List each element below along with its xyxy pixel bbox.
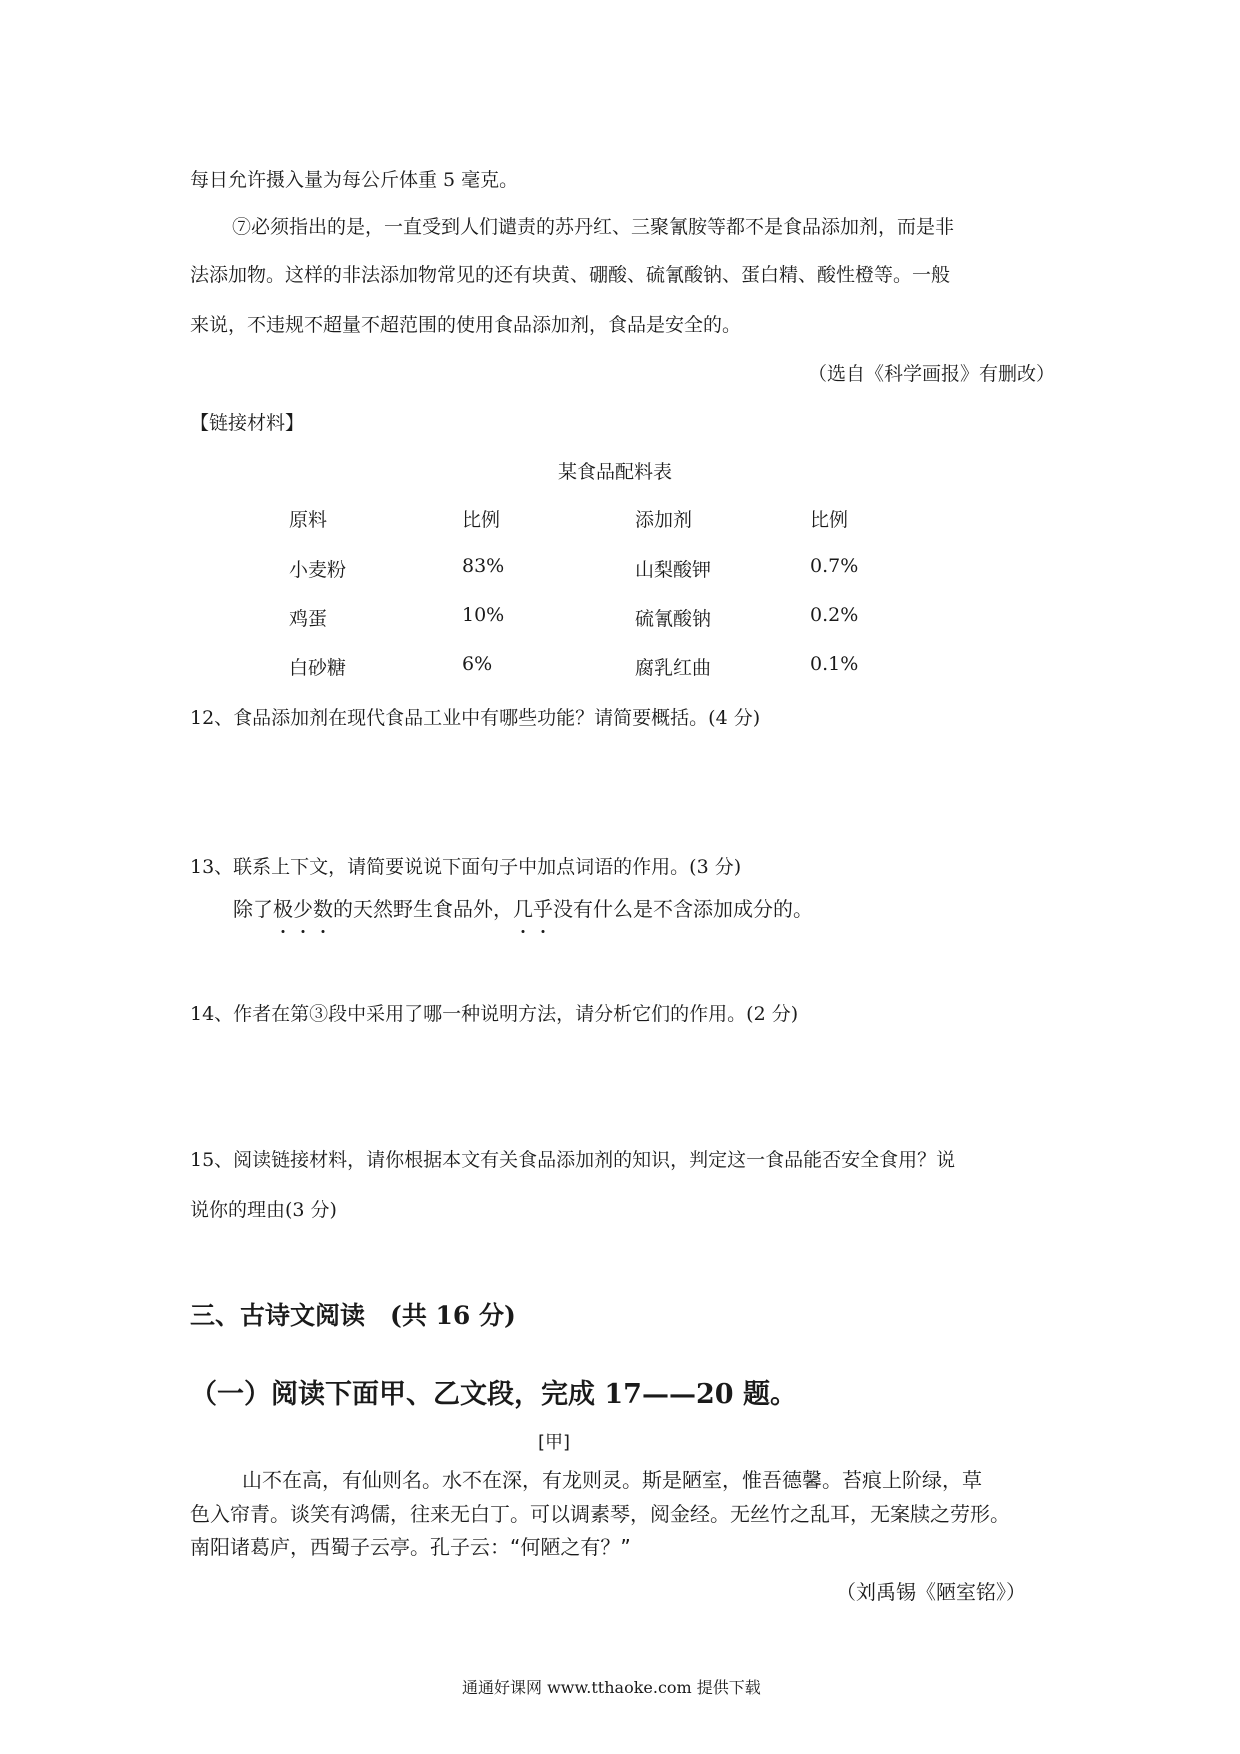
question-14: 14、作者在第③段中采用了哪一种说明方法，请分析它们的作用。(2 分) (190, 1003, 799, 1025)
table-header: 比例 (810, 509, 849, 531)
jia-line: 南阳诸葛庐，西蜀子云亭。孔子云：“何陋之有？” (190, 1535, 631, 1559)
section-subtitle: （一）阅读下面甲、乙文段，完成 17——20 题。 (190, 1379, 797, 1410)
jia-source: （刘禹锡《陋室铭》） (836, 1580, 1026, 1604)
table-cell: 腐乳红曲 (635, 657, 712, 679)
sentence-part: 除了 (233, 897, 273, 921)
section-title: 三、古诗文阅读 (共 16 分) (190, 1301, 516, 1330)
table-header: 原料 (289, 509, 328, 531)
table-header: 比例 (462, 509, 501, 531)
table-cell: 鸡蛋 (289, 608, 328, 630)
question-15-line: 15、阅读链接材料，请你根据本文有关食品添加剂的知识，判定这一食品能否安全食用？说 (190, 1149, 956, 1171)
emphasis-dot-char: 几 (513, 893, 533, 922)
table-cell: 0.2% (810, 604, 859, 626)
passage-source: （选自《科学画报》有删改） (807, 363, 1055, 385)
table-title: 某食品配料表 (558, 461, 673, 483)
table-cell: 山梨酸钾 (635, 559, 712, 581)
question-15-line: 说你的理由(3 分) (190, 1199, 337, 1221)
jia-line: 山不在高，有仙则名。水不在深，有龙则灵。斯是陋室，惟吾德馨。苔痕上阶绿，草 (242, 1468, 982, 1492)
table-header: 添加剂 (635, 509, 693, 531)
table-cell: 6% (462, 653, 493, 675)
emphasis-dot-char: 少 (293, 893, 313, 922)
question-12: 12、食品添加剂在现代食品工业中有哪些功能？请简要概括。(4 分) (190, 707, 761, 729)
question-13: 13、联系上下文，请简要说说下面句子中加点词语的作用。(3 分) (190, 856, 742, 878)
link-material-label: 【链接材料】 (190, 412, 305, 434)
table-cell: 0.7% (810, 555, 859, 577)
emphasis-dot-char: 极 (273, 893, 293, 922)
table-cell: 小麦粉 (289, 559, 347, 581)
paragraph-7-line: ⑦必须指出的是，一直受到人们谴责的苏丹红、三聚氰胺等都不是食品添加剂，而是非 (232, 216, 955, 238)
paragraph-7-line: 来说，不违规不超量不超范围的使用食品添加剂，食品是安全的。 (190, 314, 742, 336)
dotted-word (513, 897, 553, 921)
sentence-part: 没有什么是不含添加成分的。 (553, 897, 813, 921)
footer-credit: 通通好课网 www.tthaoke.com 提供下载 (462, 1678, 761, 1697)
table-cell: 白砂糖 (289, 657, 347, 679)
question-13-sentence (233, 893, 813, 922)
emphasis-dot-char: 乎 (533, 893, 553, 922)
table-cell: 硫氰酸钠 (635, 608, 712, 630)
table-cell: 0.1% (810, 653, 859, 675)
table-cell: 83% (462, 555, 505, 577)
dotted-word (273, 897, 333, 921)
jia-line: 色入帘青。谈笑有鸿儒，往来无白丁。可以调素琴，阅金经。无丝竹之乱耳，无案牍之劳形。 (190, 1502, 1010, 1526)
passage-line: 每日允许摄入量为每公斤体重 5 毫克。 (190, 169, 519, 191)
emphasis-dot-char: 数 (313, 893, 333, 922)
sentence-part: 的天然野生食品外， (333, 897, 513, 921)
table-cell: 10% (462, 604, 505, 626)
jia-label: [甲] (538, 1432, 571, 1453)
paragraph-7-line: 法添加物。这样的非法添加物常见的还有块黄、硼酸、硫氰酸钠、蛋白精、酸性橙等。一般 (190, 264, 951, 286)
